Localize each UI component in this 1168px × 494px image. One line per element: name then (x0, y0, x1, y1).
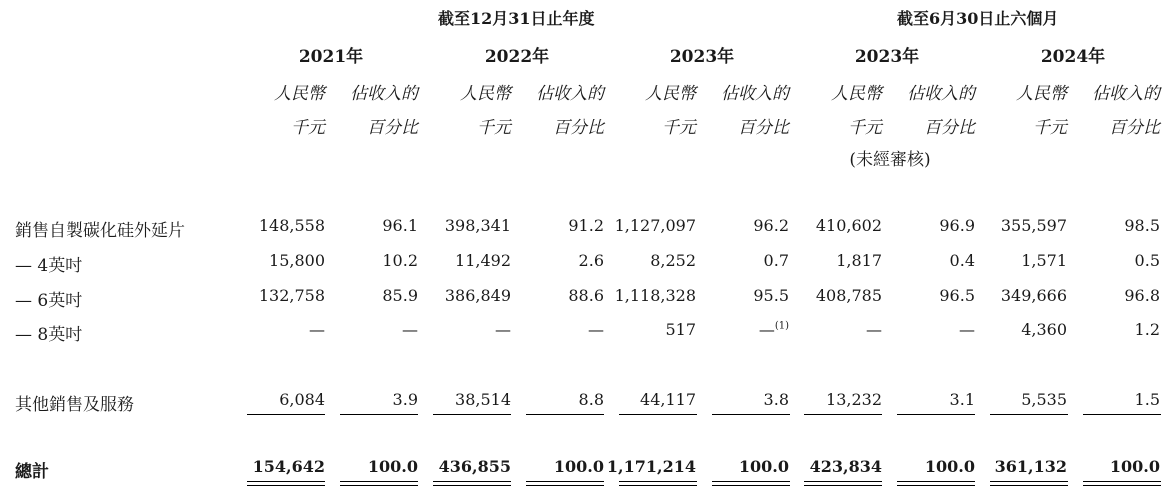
underline-rule (990, 414, 1068, 415)
row-label-sic-epitaxial: 銷售自製碳化硅外延片 (15, 221, 185, 241)
double-underline-rule (340, 485, 418, 486)
underline-rule (340, 414, 418, 415)
table-cell: 408,785 (815, 286, 882, 305)
underline-rule (526, 414, 604, 415)
double-underline-rule (990, 485, 1068, 486)
row-label-total: 總計 (15, 462, 49, 482)
year-2024-interim: 2024年 (1040, 47, 1106, 67)
col-rmb-unit: 千元 (662, 118, 696, 138)
table-cell: 8.8 (578, 390, 604, 409)
table-cell: 91.2 (568, 216, 604, 235)
table-cell: 132,758 (258, 286, 325, 305)
double-underline-rule (712, 481, 790, 482)
col-pct-unit: 百分比 (738, 118, 789, 138)
double-underline-rule (897, 485, 975, 486)
underline-rule (897, 414, 975, 415)
col-pct-unit: 百分比 (553, 118, 604, 138)
double-underline-rule (526, 485, 604, 486)
table-cell: 355,597 (1000, 216, 1067, 235)
year-2022: 2022年 (484, 47, 550, 67)
table-cell-total: 100.0 (367, 457, 418, 476)
col-pct-header: 佔收入的 (536, 84, 604, 104)
underline-rule (247, 414, 325, 415)
year-2021: 2021年 (298, 47, 364, 67)
table-cell: 0.5 (1134, 251, 1160, 270)
underline-rule (804, 414, 882, 415)
table-cell: — (588, 320, 604, 339)
table-cell: 3.1 (949, 390, 975, 409)
table-cell: 410,602 (815, 216, 882, 235)
table-cell: 5,535 (1021, 390, 1067, 409)
table-cell: 148,558 (258, 216, 325, 235)
table-cell-with-footnote (759, 320, 789, 339)
table-cell: 96.8 (1124, 286, 1160, 305)
table-cell-total: 1,171,214 (606, 457, 696, 476)
double-underline-rule (433, 485, 511, 486)
table-cell: 349,666 (1000, 286, 1067, 305)
col-rmb-unit: 千元 (291, 118, 325, 138)
row-label-other-sales: 其他銷售及服務 (15, 395, 134, 415)
table-cell-total: 100.0 (738, 457, 789, 476)
table-cell: 98.5 (1124, 216, 1160, 235)
double-underline-rule (990, 481, 1068, 482)
row-label-4inch: — 4英吋 (15, 256, 83, 276)
col-pct-header: 佔收入的 (721, 84, 789, 104)
table-cell: 6,084 (279, 390, 325, 409)
col-rmb-header: 人民幣 (460, 84, 511, 104)
table-cell: 13,232 (826, 390, 882, 409)
table-cell: 11,492 (455, 251, 511, 270)
table-cell: 1,571 (1021, 251, 1067, 270)
table-cell: 386,849 (444, 286, 511, 305)
col-rmb-header: 人民幣 (1016, 84, 1067, 104)
col-rmb-unit: 千元 (477, 118, 511, 138)
table-cell-total: 423,834 (809, 457, 882, 476)
double-underline-rule (247, 481, 325, 482)
underline-rule (619, 414, 697, 415)
table-cell: 85.9 (382, 286, 418, 305)
double-underline-rule (1083, 485, 1161, 486)
table-cell: 96.1 (382, 216, 418, 235)
footnote-marker: (1) (774, 320, 789, 332)
row-label-6inch: — 6英吋 (15, 291, 83, 311)
table-cell: 1.2 (1134, 320, 1160, 339)
unaudited-note: (未經審核) (849, 150, 931, 170)
table-cell: 1.5 (1134, 390, 1160, 409)
double-underline-rule (712, 485, 790, 486)
table-cell: 1,127,097 (614, 216, 696, 235)
table-cell: 8,252 (650, 251, 696, 270)
table-cell: — (495, 320, 511, 339)
underline-rule (1083, 414, 1161, 415)
col-rmb-header: 人民幣 (645, 84, 696, 104)
table-cell: — (402, 320, 418, 339)
row-label-8inch: — 8英吋 (15, 325, 83, 345)
table-cell: 96.9 (939, 216, 975, 235)
table-cell: — (758, 320, 775, 339)
year-2023: 2023年 (669, 47, 735, 67)
double-underline-rule (804, 485, 882, 486)
table-cell: 95.5 (753, 286, 789, 305)
double-underline-rule (340, 481, 418, 482)
double-underline-rule (619, 485, 697, 486)
underline-rule (712, 414, 790, 415)
col-rmb-unit: 千元 (1033, 118, 1067, 138)
table-cell-total: 100.0 (1109, 457, 1160, 476)
table-cell-total: 361,132 (994, 457, 1067, 476)
table-cell: — (866, 320, 882, 339)
col-rmb-header: 人民幣 (831, 84, 882, 104)
table-cell: 0.7 (763, 251, 789, 270)
double-underline-rule (433, 481, 511, 482)
col-rmb-unit: 千元 (848, 118, 882, 138)
double-underline-rule (897, 481, 975, 482)
table-cell-total: 436,855 (438, 457, 511, 476)
col-pct-header: 佔收入的 (350, 84, 418, 104)
underline-rule (433, 414, 511, 415)
table-cell: 2.6 (578, 251, 604, 270)
col-pct-header: 佔收入的 (907, 84, 975, 104)
year-2023-interim: 2023年 (854, 47, 920, 67)
table-cell: 96.5 (939, 286, 975, 305)
table-cell: 44,117 (640, 390, 696, 409)
table-cell: 0.4 (949, 251, 975, 270)
table-cell: 3.9 (392, 390, 418, 409)
table-cell: 88.6 (568, 286, 604, 305)
table-cell: 96.2 (753, 216, 789, 235)
double-underline-rule (804, 481, 882, 482)
table-cell: — (309, 320, 325, 339)
table-cell-total: 100.0 (553, 457, 604, 476)
col-pct-header: 佔收入的 (1092, 84, 1160, 104)
col-pct-unit: 百分比 (1109, 118, 1160, 138)
table-cell-total: 154,642 (252, 457, 325, 476)
table-cell: — (959, 320, 975, 339)
table-cell-total: 100.0 (924, 457, 975, 476)
double-underline-rule (247, 485, 325, 486)
double-underline-rule (1083, 481, 1161, 482)
double-underline-rule (619, 481, 697, 482)
table-cell: 10.2 (382, 251, 418, 270)
table-cell: 398,341 (444, 216, 511, 235)
table-cell: 15,800 (269, 251, 325, 270)
col-pct-unit: 百分比 (367, 118, 418, 138)
period-interim-header: 截至6月30日止六個月 (897, 9, 1059, 28)
table-cell: 4,360 (1021, 320, 1067, 339)
col-pct-unit: 百分比 (924, 118, 975, 138)
table-cell: 3.8 (763, 390, 789, 409)
table-cell: 1,817 (836, 251, 882, 270)
table-cell: 1,118,328 (614, 286, 696, 305)
double-underline-rule (526, 481, 604, 482)
table-cell: 517 (665, 320, 696, 339)
period-annual-header: 截至12月31日止年度 (438, 9, 595, 28)
col-rmb-header: 人民幣 (274, 84, 325, 104)
table-cell: 38,514 (455, 390, 511, 409)
